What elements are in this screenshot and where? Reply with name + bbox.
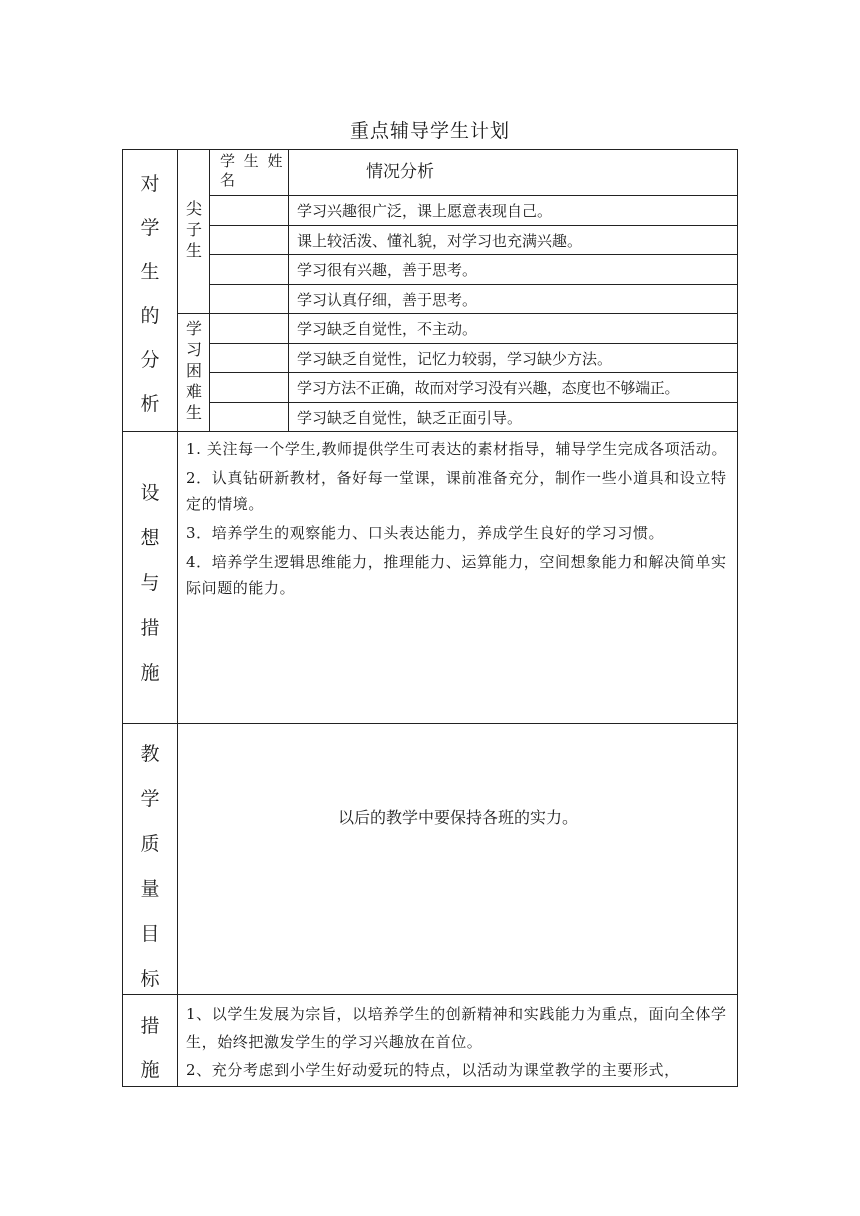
plan-item: 3．培养学生的观察能力、口头表达能力，养成学生良好的学习习惯。 bbox=[186, 524, 665, 542]
vertical-char: 习 bbox=[185, 340, 202, 359]
situation-cell: 学习方法不正确，故而对学习没有兴趣，态度也不够端正。 bbox=[297, 379, 680, 397]
vertical-char: 困 bbox=[185, 361, 202, 380]
section-label-analysis bbox=[126, 162, 174, 426]
vertical-char: 学 bbox=[185, 319, 202, 338]
group-label-top-students bbox=[179, 198, 209, 261]
vertical-char: 分 bbox=[140, 349, 160, 371]
row-divider bbox=[209, 343, 738, 344]
quality-goal-text: 以后的教学中要保持各班的实力。 bbox=[337, 808, 578, 827]
row-divider bbox=[209, 195, 738, 196]
vertical-char: 的 bbox=[140, 305, 160, 327]
vertical-char: 想 bbox=[140, 527, 160, 549]
plan-item: 4．培养学生逻辑思维能力，推理能力、运算能力，空间想象能力和解决简单实际问题的能力。 bbox=[186, 553, 727, 597]
situation-cell: 学习兴趣很广泛，课上愿意表现自己。 bbox=[297, 202, 553, 220]
header-student-name: 学 生 姓名 bbox=[220, 152, 285, 189]
vertical-char: 子 bbox=[185, 220, 202, 239]
vertical-char: 生 bbox=[185, 241, 202, 260]
plan-item: 1. 关注每一个学生,教师提供学生可表达的素材指导，辅导学生完成各项活动。 bbox=[186, 440, 728, 458]
group-label-struggling-students bbox=[179, 318, 209, 423]
situation-cell: 学习认真仔细，善于思考。 bbox=[297, 291, 478, 309]
row-divider bbox=[177, 313, 738, 314]
row-divider bbox=[122, 994, 738, 995]
vertical-char: 生 bbox=[140, 261, 160, 283]
vertical-char: 学 bbox=[140, 217, 160, 239]
section-label-measures bbox=[126, 1004, 174, 1092]
vertical-char: 施 bbox=[140, 662, 160, 684]
situation-cell: 课上较活泼、懂礼貌，对学习也充满兴趣。 bbox=[297, 232, 583, 250]
vertical-char: 措 bbox=[140, 617, 160, 639]
row-divider bbox=[209, 254, 738, 255]
section-label-plan bbox=[126, 471, 174, 696]
plan-items bbox=[186, 436, 732, 604]
situation-cell: 学习很有兴趣，善于思考。 bbox=[297, 261, 478, 279]
row-divider bbox=[209, 225, 738, 226]
vertical-char: 量 bbox=[140, 878, 160, 900]
measure-item: 2、充分考虑到小学生好动爱玩的特点，以活动为课堂教学的主要形式， bbox=[186, 1061, 680, 1079]
vertical-char: 设 bbox=[140, 482, 160, 504]
vertical-char: 标 bbox=[140, 968, 160, 990]
column-divider bbox=[177, 149, 178, 1087]
vertical-char: 措 bbox=[140, 1015, 160, 1037]
measure-item: 1、以学生发展为宗旨，以培养学生的创新精神和实践能力为重点，面向全体学生，始终把激发学生的学习兴趣放在首位。 bbox=[186, 1005, 727, 1051]
measures-items bbox=[186, 1000, 732, 1084]
vertical-char: 对 bbox=[140, 173, 160, 195]
row-divider bbox=[122, 723, 738, 724]
row-divider bbox=[209, 284, 738, 285]
plan-item: 2．认真钻研新教材，备好每一堂课，课前准备充分，制作一些小道具和设立特定的情境。 bbox=[186, 469, 727, 513]
vertical-char: 与 bbox=[140, 572, 160, 594]
vertical-char: 质 bbox=[140, 833, 160, 855]
vertical-char: 学 bbox=[140, 788, 160, 810]
row-divider bbox=[209, 372, 738, 373]
vertical-char: 教 bbox=[140, 743, 160, 765]
vertical-char: 析 bbox=[140, 393, 160, 415]
situation-cell: 学习缺乏自觉性，缺乏正面引导。 bbox=[297, 409, 523, 427]
section-label-quality-goal bbox=[126, 732, 174, 1002]
situation-cell: 学习缺乏自觉性，不主动。 bbox=[297, 320, 478, 338]
vertical-char: 生 bbox=[185, 403, 202, 422]
vertical-char: 施 bbox=[140, 1059, 160, 1081]
vertical-char: 难 bbox=[185, 382, 202, 401]
column-divider bbox=[209, 149, 210, 431]
vertical-char: 尖 bbox=[185, 199, 202, 218]
column-divider bbox=[288, 149, 289, 431]
page-title: 重点辅导学生计划 bbox=[349, 120, 510, 142]
row-divider bbox=[122, 431, 738, 432]
header-situation: 情况分析 bbox=[366, 162, 434, 182]
row-divider bbox=[209, 402, 738, 403]
situation-cell: 学习缺乏自觉性，记忆力较弱，学习缺少方法。 bbox=[297, 350, 613, 368]
vertical-char: 目 bbox=[140, 923, 160, 945]
